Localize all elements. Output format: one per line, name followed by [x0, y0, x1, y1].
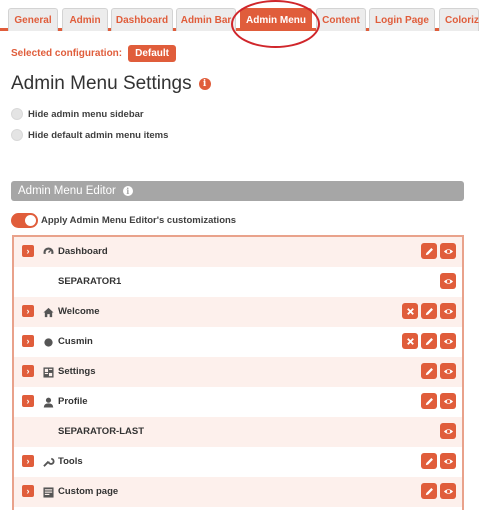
eye-icon — [443, 366, 454, 377]
expand-chevron-icon[interactable]: › — [22, 455, 34, 467]
menu-item-label: Profile — [58, 396, 88, 407]
delete-button[interactable] — [402, 303, 418, 319]
tab-label: Login Page — [375, 14, 429, 26]
edit-button[interactable] — [421, 393, 437, 409]
row-actions — [421, 483, 456, 500]
toggle-knob — [25, 215, 36, 226]
edit-button[interactable] — [421, 453, 437, 469]
tab-label: Content — [322, 14, 360, 26]
expand-chevron-icon[interactable]: › — [22, 395, 34, 407]
pencil-icon — [424, 366, 435, 377]
option-label: Hide default admin menu items — [28, 129, 169, 141]
menu-item-label: Dashboard — [58, 246, 108, 257]
close-icon — [405, 336, 416, 347]
menu-item-label: Tools — [58, 456, 83, 467]
page-title-text: Admin Menu Settings — [11, 73, 192, 94]
menu-item-label: Settings — [58, 366, 96, 377]
selected-configuration — [11, 45, 176, 62]
eye-icon — [443, 396, 454, 407]
expand-chevron-icon[interactable]: › — [22, 245, 34, 257]
menu-item-cusmin[interactable] — [14, 327, 462, 357]
visibility-toggle-button[interactable] — [440, 453, 456, 469]
menu-item-label: Custom page — [58, 486, 119, 497]
edit-button[interactable] — [421, 483, 437, 499]
tab-admin-menu[interactable] — [240, 8, 312, 31]
section-title: Admin Menu Editor — [18, 185, 116, 197]
visibility-toggle-button[interactable] — [440, 273, 456, 289]
row-actions — [421, 453, 456, 470]
menu-item-dashboard[interactable] — [14, 237, 462, 267]
info-icon[interactable]: i — [199, 78, 211, 90]
visibility-toggle-button[interactable] — [440, 423, 456, 439]
tab-label: Admin — [69, 14, 101, 26]
tab-label: Admin Menu — [246, 14, 306, 26]
circle-icon — [42, 336, 54, 348]
tab-label: Admin Bar — [180, 14, 232, 26]
radio-button[interactable] — [11, 129, 23, 141]
eye-icon — [443, 426, 454, 437]
menu-item-label: SEPARATOR-LAST — [58, 426, 145, 437]
tab-label: Coloriz — [445, 14, 479, 26]
menu-item-separator-last[interactable] — [14, 417, 462, 447]
pencil-icon — [424, 246, 435, 257]
eye-icon — [443, 246, 454, 257]
settings-icon — [42, 366, 54, 378]
menu-item-label: SEPARATOR1 — [58, 276, 122, 287]
visibility-toggle-button[interactable] — [440, 333, 456, 349]
eye-icon — [443, 486, 454, 497]
radio-button[interactable] — [11, 108, 23, 120]
row-actions — [421, 363, 456, 380]
row-actions — [421, 393, 456, 410]
menu-item-settings[interactable] — [14, 357, 462, 387]
settings-tab-bar — [0, 0, 479, 31]
page-title — [11, 72, 211, 96]
apply-customizations-toggle-row — [11, 212, 236, 228]
home-icon — [42, 306, 54, 318]
pencil-icon — [424, 396, 435, 407]
option-label: Hide admin menu sidebar — [28, 108, 144, 120]
tab-login-page[interactable] — [369, 8, 435, 31]
edit-button[interactable] — [421, 243, 437, 259]
tab-content[interactable] — [316, 8, 366, 31]
info-icon[interactable]: i — [123, 186, 133, 196]
expand-chevron-icon[interactable]: › — [22, 365, 34, 377]
admin-menu-editor-header — [11, 181, 464, 201]
row-actions — [440, 423, 456, 440]
delete-button[interactable] — [402, 333, 418, 349]
menu-item-custom-page[interactable] — [14, 477, 462, 507]
edit-button[interactable] — [421, 333, 437, 349]
visibility-toggle-button[interactable] — [440, 363, 456, 379]
close-icon — [405, 306, 416, 317]
menu-item-profile[interactable] — [14, 387, 462, 417]
pencil-icon — [424, 306, 435, 317]
visibility-toggle-button[interactable] — [440, 303, 456, 319]
toggle-label: Apply Admin Menu Editor's customizations — [41, 214, 237, 226]
eye-icon — [443, 276, 454, 287]
edit-button[interactable] — [421, 303, 437, 319]
page-icon — [42, 486, 54, 498]
pencil-icon — [424, 336, 435, 347]
visibility-toggle-button[interactable] — [440, 243, 456, 259]
eye-icon — [443, 336, 454, 347]
edit-button[interactable] — [421, 363, 437, 379]
visibility-toggle-button[interactable] — [440, 393, 456, 409]
configuration-badge[interactable]: Default — [128, 45, 176, 62]
expand-chevron-icon[interactable]: › — [22, 485, 34, 497]
user-icon — [42, 396, 54, 408]
tab-label: General — [14, 14, 52, 26]
row-actions — [402, 333, 456, 350]
visibility-toggle-button[interactable] — [440, 483, 456, 499]
tab-admin-bar[interactable] — [176, 8, 236, 31]
tab-colorize[interactable] — [439, 8, 479, 31]
pencil-icon — [424, 486, 435, 497]
option-hide-default-admin-menu-items[interactable] — [11, 128, 168, 142]
dashboard-icon — [42, 246, 54, 258]
admin-menu-editor-list — [12, 235, 464, 510]
menu-item-label: Cusmin — [58, 336, 93, 347]
tab-label: Dashboard — [115, 14, 169, 26]
row-actions — [421, 243, 456, 260]
menu-item-tools[interactable] — [14, 447, 462, 477]
eye-icon — [443, 306, 454, 317]
apply-customizations-toggle[interactable] — [11, 213, 38, 228]
menu-item-welcome[interactable] — [14, 297, 462, 327]
option-hide-admin-menu-sidebar[interactable] — [11, 107, 144, 121]
tab-dashboard[interactable] — [111, 8, 173, 31]
eye-icon — [443, 456, 454, 467]
row-actions — [402, 303, 456, 320]
expand-chevron-icon[interactable]: › — [22, 305, 34, 317]
wrench-icon — [42, 456, 54, 468]
menu-item-separator1[interactable] — [14, 267, 462, 297]
selected-configuration-label: Selected configuration: — [11, 48, 123, 59]
pencil-icon — [424, 456, 435, 467]
tab-general[interactable] — [8, 8, 58, 31]
tab-admin[interactable] — [62, 8, 108, 31]
menu-item-label: Welcome — [58, 306, 100, 317]
expand-chevron-icon[interactable]: › — [22, 335, 34, 347]
row-actions — [440, 273, 456, 290]
